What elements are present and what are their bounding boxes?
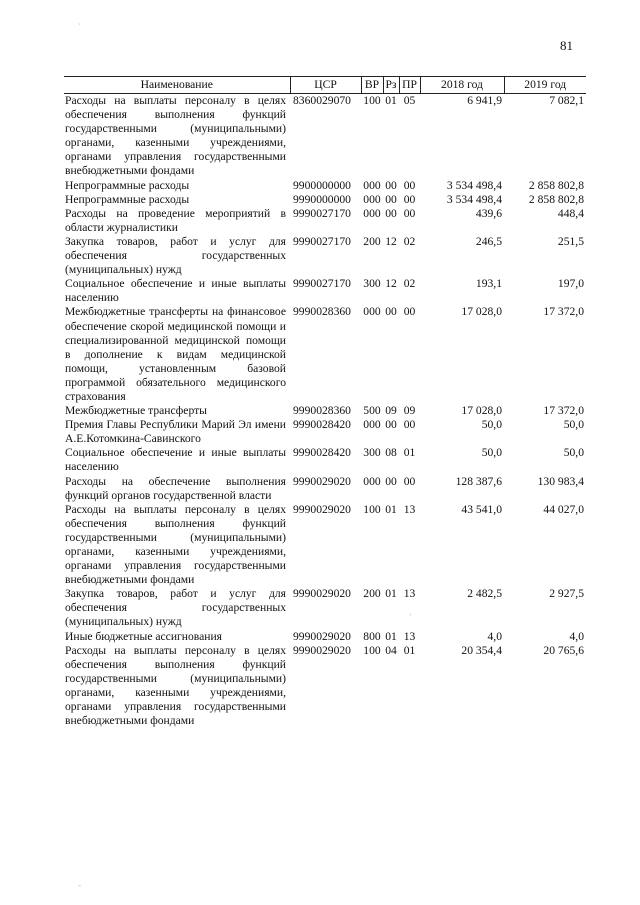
row-amount-2018: 6 941,9	[467, 94, 502, 107]
row-csr: 9990029020	[293, 474, 351, 488]
table-body	[64, 94, 586, 729]
row-pr: 13	[403, 587, 416, 601]
row-name: Непрограммные расходы	[65, 192, 190, 206]
row-rz: 00	[385, 418, 397, 432]
row-amount-2019: 251,5	[557, 234, 584, 248]
row-rz: 01	[385, 629, 397, 643]
row-vr: 800	[363, 629, 381, 643]
row-csr: 9990000000	[293, 192, 351, 206]
row-amount-2019: 7 082,1	[549, 94, 584, 107]
table-row	[64, 235, 586, 277]
table-row	[64, 193, 586, 207]
row-amount-2018: 50,0	[481, 418, 502, 432]
row-amount-2018: 43 541,0	[461, 502, 502, 516]
scan-speck: `	[78, 22, 81, 32]
row-rz: 00	[385, 206, 397, 220]
row-name: Расходы на выплаты персоналу в целях обеспечения выполнения функций государственными (муниципальными) органами, казенными учреждениями, органами управления государственными внебюджетными фондами	[65, 502, 286, 587]
row-pr: 02	[403, 277, 416, 291]
row-rz: 09	[385, 404, 397, 418]
row-name: Социальное обеспечение и иные выплаты населению	[65, 446, 286, 474]
row-name: Непрограммные расходы	[65, 178, 190, 192]
header-pr: ПР	[399, 77, 420, 94]
header-vr: ВР	[361, 77, 383, 94]
row-amount-2019: 50,0	[563, 446, 584, 460]
row-pr: 00	[403, 474, 416, 488]
row-amount-2019: 44 027,0	[543, 502, 584, 516]
page-number: 81	[560, 38, 573, 53]
row-name: Закупка товаров, работ и услуг для обеспечения государственных (муниципальных) нужд	[65, 234, 286, 277]
table-row	[64, 630, 586, 644]
table-row	[64, 179, 586, 193]
row-pr: 00	[403, 305, 416, 319]
row-pr: 09	[403, 404, 416, 418]
row-amount-2018: 439,6	[475, 206, 502, 220]
row-csr: 9990028360	[293, 404, 351, 418]
row-rz: 00	[385, 192, 397, 206]
row-name: Расходы на проведение мероприятий в области журналистики	[65, 206, 286, 234]
row-name: Закупка товаров, работ и услуг для обеспечения государственных (муниципальных) нужд	[65, 587, 286, 629]
row-rz: 08	[385, 446, 397, 460]
row-amount-2019: 50,0	[563, 418, 584, 432]
row-amount-2019: 17 372,0	[543, 404, 584, 418]
row-pr: 01	[403, 643, 416, 657]
row-vr: 300	[363, 446, 381, 460]
row-name: Расходы на выплаты персоналу в целях обеспечения выполнения функций государственными (муниципальными) органами, казенными учреждениями, органами управления государственными внебюджетными фондами	[65, 94, 286, 178]
row-csr: 9990028420	[293, 418, 351, 432]
row-vr: 000	[363, 192, 381, 206]
row-rz: 01	[385, 502, 397, 516]
table-row	[64, 644, 586, 729]
row-name: Иные бюджетные ассигнования	[65, 629, 222, 643]
row-pr: 00	[403, 206, 416, 220]
row-rz: 01	[385, 587, 397, 601]
row-rz: 04	[385, 643, 397, 657]
table-row	[64, 94, 586, 179]
row-amount-2018: 246,5	[475, 234, 502, 248]
row-name: Расходы на выплаты персоналу в целях обеспечения выполнения функций государственными (муниципальными) органами, казенными учреждениями, органами управления государственными внебюджетными фондами	[65, 643, 286, 728]
row-amount-2018: 3 534 498,4	[446, 192, 502, 206]
table-row	[64, 277, 586, 305]
row-name: Премия Главы Республики Марий Эл имени А.Е.Котомкина-Савинского	[65, 418, 286, 446]
row-csr: 9990027170	[293, 234, 351, 248]
row-vr: 000	[363, 305, 381, 319]
row-amount-2018: 20 354,4	[461, 643, 502, 657]
row-rz: 12	[385, 277, 397, 291]
row-rz: 00	[385, 305, 397, 319]
row-amount-2018: 4,0	[487, 629, 502, 643]
table-row	[64, 404, 586, 418]
table-row	[64, 305, 586, 404]
row-csr: 9990028420	[293, 446, 351, 460]
row-pr: 01	[403, 446, 416, 460]
row-amount-2018: 17 028,0	[461, 404, 502, 418]
row-vr: 100	[363, 643, 381, 657]
row-vr: 200	[363, 234, 381, 248]
row-amount-2019: 130 983,4	[537, 474, 584, 488]
row-amount-2018: 17 028,0	[461, 305, 502, 319]
row-amount-2019: 448,4	[557, 206, 584, 220]
row-csr: 9900000000	[293, 178, 351, 192]
row-pr: 13	[403, 629, 416, 643]
row-name: Расходы на обеспечение выполнения функций органов государственной власти	[65, 474, 286, 502]
header-year-2019: 2019 год	[504, 77, 586, 94]
table-row	[64, 446, 586, 474]
row-pr: 05	[403, 94, 416, 107]
row-amount-2019: 20 765,6	[543, 643, 584, 657]
row-amount-2018: 3 534 498,4	[446, 178, 502, 192]
row-amount-2019: 2 858 802,8	[528, 192, 584, 206]
row-csr: 9990027170	[293, 277, 351, 291]
header-year-2018: 2018 год	[420, 77, 504, 94]
row-rz: 12	[385, 234, 397, 248]
row-rz: 01	[385, 94, 397, 107]
row-vr: 000	[363, 178, 381, 192]
row-rz: 00	[385, 178, 397, 192]
scan-speck: -	[78, 880, 81, 890]
row-amount-2019: 17 372,0	[543, 305, 584, 319]
row-csr: 8360029070	[293, 94, 351, 107]
row-csr: 9990028360	[293, 305, 351, 319]
row-csr: 9990029020	[293, 629, 351, 643]
row-amount-2019: 4,0	[569, 629, 584, 643]
row-amount-2018: 2 482,5	[467, 587, 502, 601]
row-pr: 00	[403, 192, 416, 206]
table-row	[64, 475, 586, 503]
budget-table	[64, 76, 586, 728]
row-vr: 300	[363, 277, 381, 291]
table-header	[64, 77, 586, 94]
row-pr: 02	[403, 234, 416, 248]
header-name: Наименование	[64, 77, 290, 94]
row-vr: 100	[363, 502, 381, 516]
row-vr: 500	[363, 404, 381, 418]
row-pr: 13	[403, 502, 416, 516]
table-row	[64, 503, 586, 588]
row-name: Социальное обеспечение и иные выплаты населению	[65, 277, 286, 305]
row-amount-2019: 197,0	[557, 277, 584, 291]
row-vr: 000	[363, 418, 381, 432]
row-name: Межбюджетные трансферты	[65, 404, 207, 418]
row-vr: 000	[363, 206, 381, 220]
row-vr: 100	[363, 94, 381, 107]
row-csr: 9990029020	[293, 643, 351, 657]
row-vr: 200	[363, 587, 381, 601]
row-amount-2018: 193,1	[475, 277, 502, 291]
row-amount-2019: 2 927,5	[549, 587, 584, 601]
table-row	[64, 587, 586, 629]
row-amount-2018: 50,0	[481, 446, 502, 460]
row-vr: 000	[363, 474, 381, 488]
row-pr: 00	[403, 178, 416, 192]
row-amount-2019: 2 858 802,8	[528, 178, 584, 192]
table-row	[64, 207, 586, 235]
table-row	[64, 418, 586, 446]
row-amount-2018: 128 387,6	[455, 474, 502, 488]
header-csr: ЦСР	[290, 77, 361, 94]
header-rz: Рз	[383, 77, 399, 94]
scan-speck: '	[410, 612, 412, 622]
row-name: Межбюджетные трансферты на финансовое обеспечение скорой медицинской помощи и специализированной медицинской помощи в дополнение к видам медицинской помощи, установленным базовой программой обязательного медицинского страхования	[65, 305, 286, 403]
row-csr: 9990029020	[293, 502, 351, 516]
row-rz: 00	[385, 474, 397, 488]
row-csr: 9990029020	[293, 587, 351, 601]
row-csr: 9990027170	[293, 206, 351, 220]
row-pr: 00	[403, 418, 416, 432]
